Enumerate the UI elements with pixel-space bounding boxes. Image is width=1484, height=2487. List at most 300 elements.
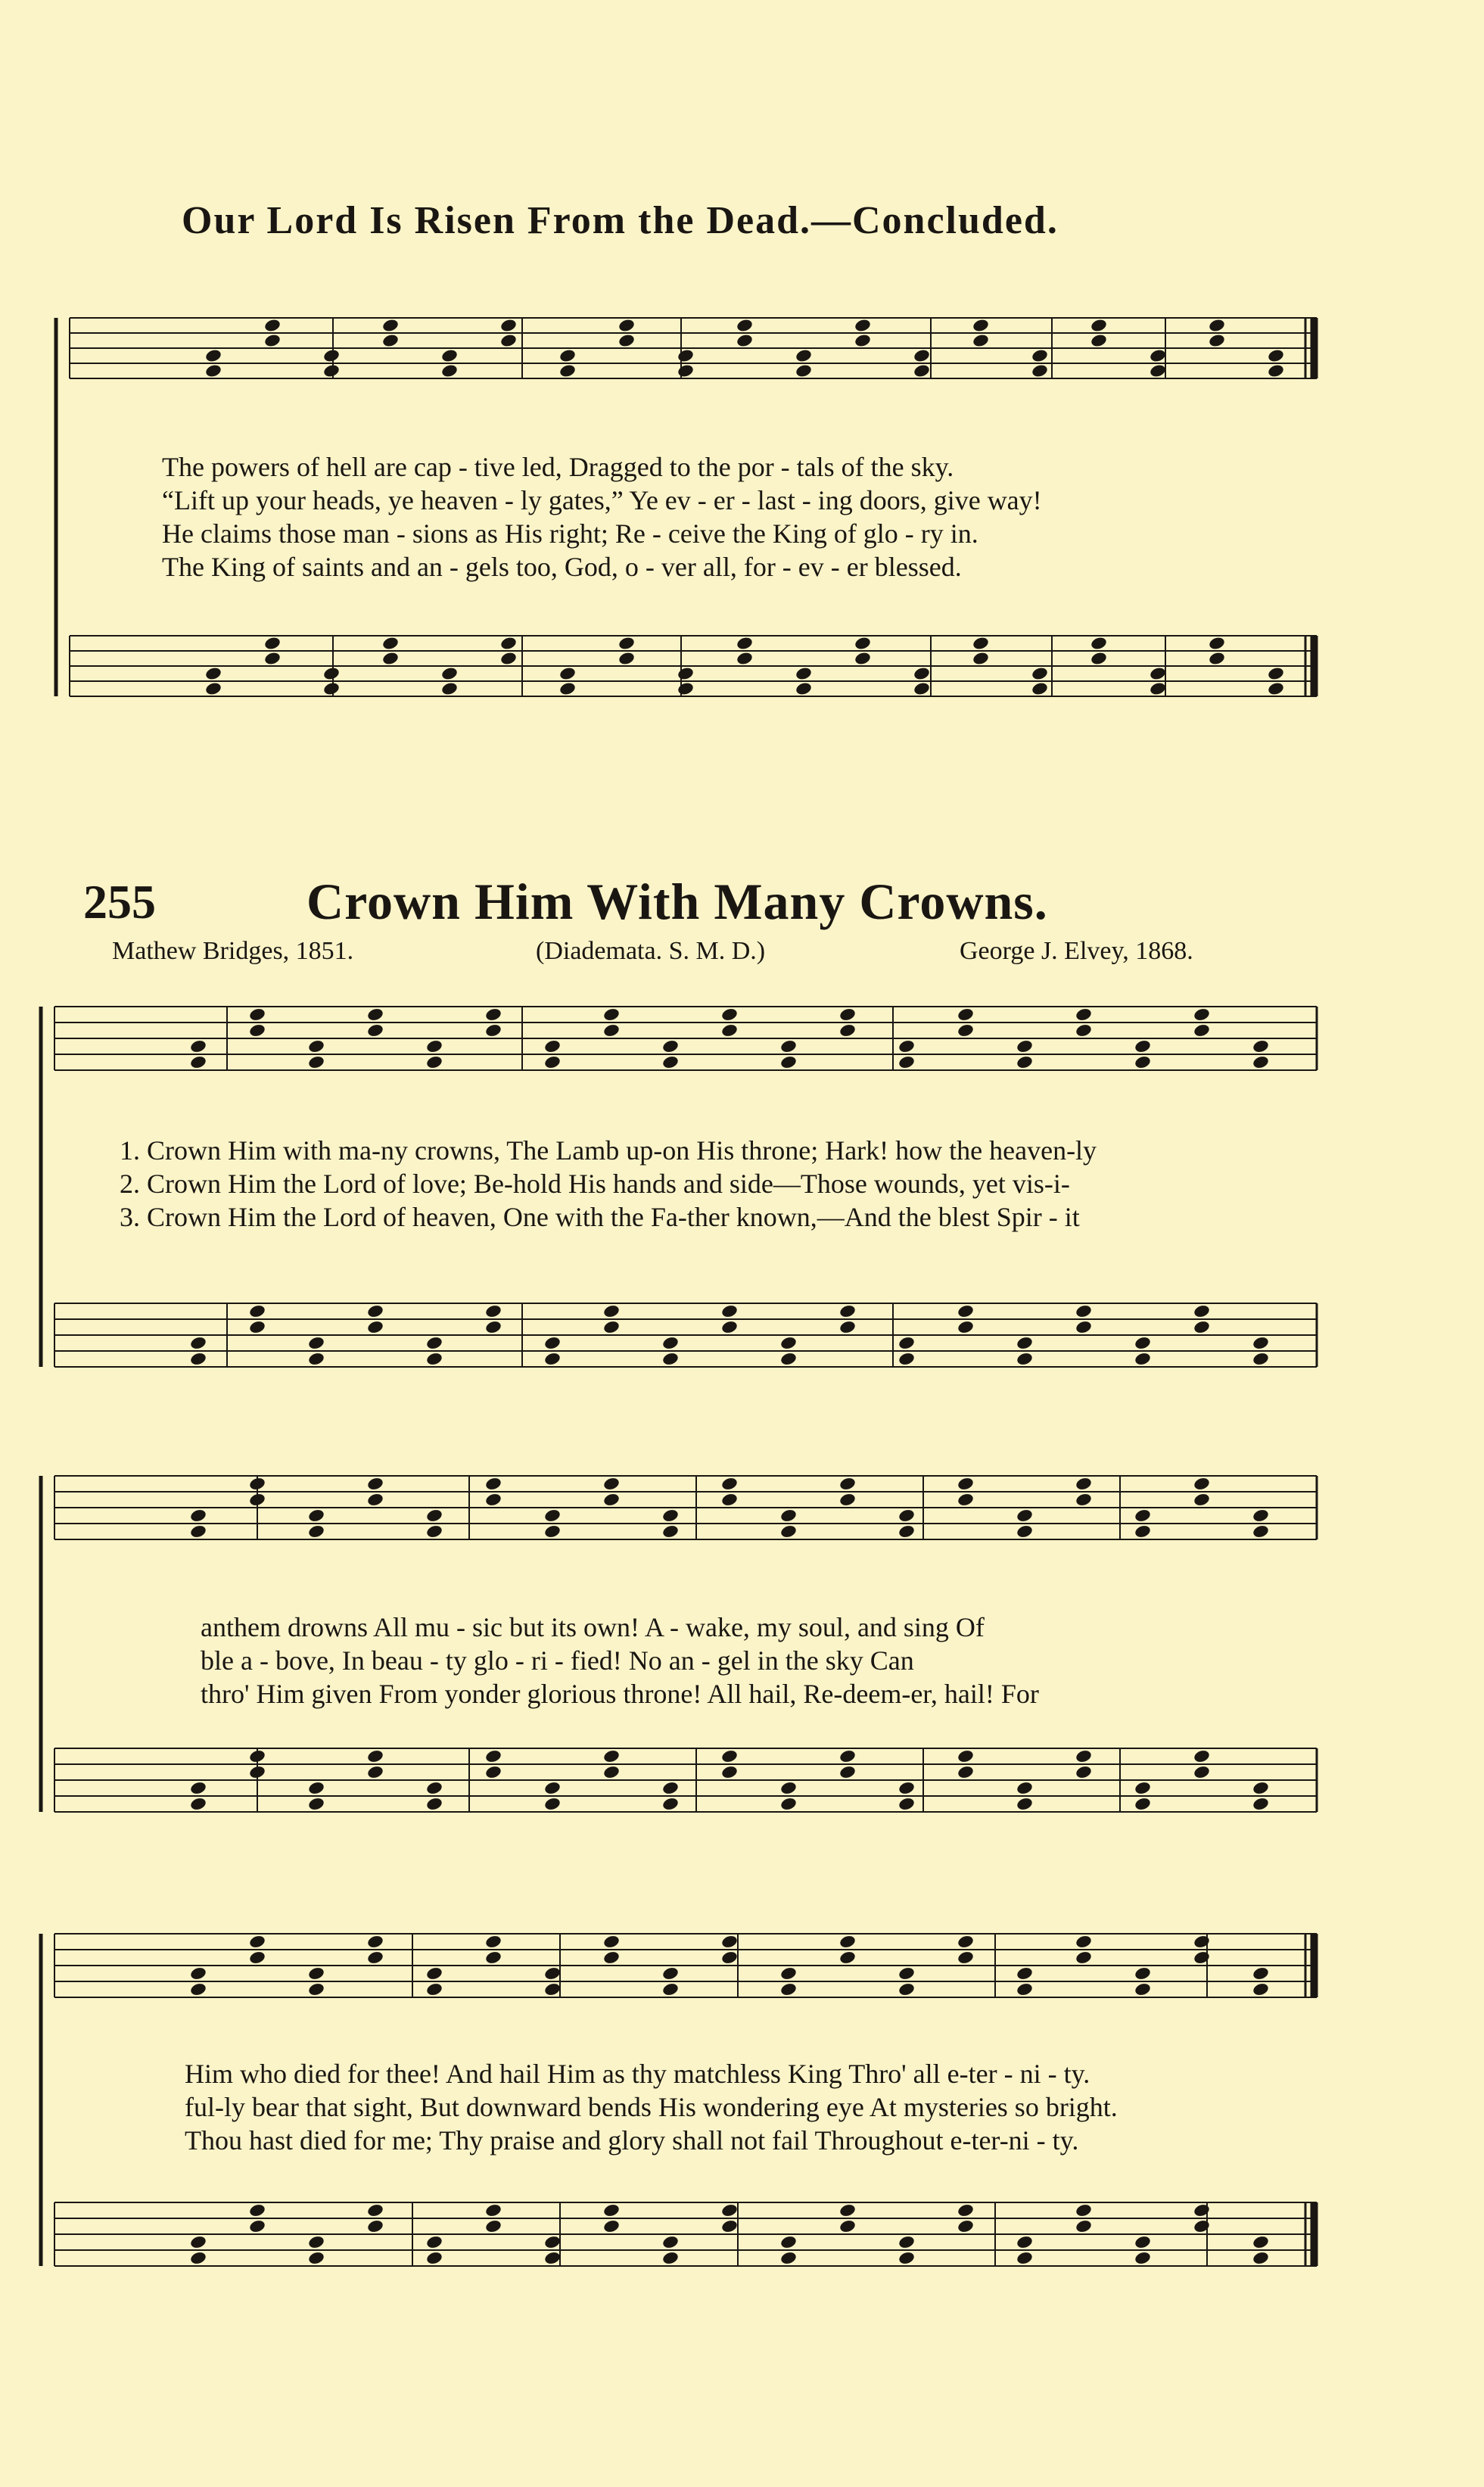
- concluded-lyric-line-3: He claims those man - sions as His right; Re - ceive the King of glo - ry in.: [162, 518, 978, 549]
- system-3-note-head: [720, 1950, 739, 1966]
- system-3-note-head: [661, 2235, 680, 2250]
- system-3-note-head: [1252, 1966, 1270, 1981]
- system-3-note-head: [1193, 1950, 1211, 1966]
- system-2-note-head: [189, 1524, 207, 1539]
- system-3-note-head: [1193, 2203, 1211, 2218]
- system-2-note-head: [898, 1508, 916, 1524]
- system-1-note-head: [1252, 1055, 1270, 1070]
- system-3-lyric-line-2: ful-ly bear that sight, But downward bends His wondering eye At mysteries so bright.: [185, 2092, 1118, 2122]
- system-3-note-head: [1075, 2219, 1093, 2234]
- system-2-note-head: [1193, 1493, 1211, 1508]
- system-1-note-head: [838, 1023, 857, 1038]
- system-0-note-head: [440, 681, 459, 696]
- system-1-note-head: [898, 1336, 916, 1351]
- system-0-note-head: [381, 318, 400, 333]
- system-1-note-head: [779, 1055, 798, 1070]
- system-1-note-head: [248, 1023, 266, 1038]
- system-3-note-head: [484, 1935, 502, 1950]
- system-1-note-head: [543, 1352, 562, 1367]
- system-3-note-head: [957, 2203, 975, 2218]
- system-3-note-head: [484, 1950, 502, 1966]
- system-1-note-head: [543, 1336, 562, 1351]
- system-2-note-head: [1016, 1781, 1034, 1796]
- system-3-note-head: [838, 2203, 857, 2218]
- system-1-note-head: [661, 1336, 680, 1351]
- system-0-note-head: [440, 666, 459, 681]
- system-3-note-head: [661, 1982, 680, 1997]
- system-2-note-head: [602, 1477, 621, 1492]
- system-1-note-head: [779, 1336, 798, 1351]
- system-0-note-head: [558, 681, 577, 696]
- system-0-note-head: [1031, 363, 1049, 378]
- system-1-note-head: [779, 1352, 798, 1367]
- system-3-lyric-line-3: Thou hast died for me; Thy praise and glory shall not fail Throughout e-ter-ni - ty.: [185, 2125, 1079, 2156]
- system-2-note-head: [248, 1749, 266, 1764]
- system-3-note-head: [366, 2203, 384, 2218]
- system-1-note-head: [779, 1039, 798, 1054]
- system-3-note-head: [957, 1950, 975, 1966]
- system-0-note-head: [854, 651, 872, 666]
- system-2-note-head: [307, 1781, 325, 1796]
- system-2-note-head: [1016, 1508, 1034, 1524]
- system-2-lyric-line-2: ble a - bove, In beau - ty glo - ri - fied! No an - gel in the sky Can: [201, 1645, 914, 1676]
- concluded-lyric-line-1: The powers of hell are cap - tive led, Dragged to the por - tals of the sky.: [162, 452, 954, 482]
- system-2-note-head: [957, 1493, 975, 1508]
- system-1-note-head: [484, 1007, 502, 1023]
- concluded-lyric-line-4: The King of saints and an - gels too, God, o - ver all, for - ev - er blessed.: [162, 552, 962, 582]
- system-1-note-head: [248, 1304, 266, 1319]
- system-1-note-head: [189, 1039, 207, 1054]
- system-0-note-head: [1090, 318, 1108, 333]
- system-3-note-head: [1134, 1966, 1152, 1981]
- system-0-note-head: [795, 666, 813, 681]
- system-3-note-head: [779, 2251, 798, 2266]
- system-2-note-head: [1075, 1749, 1093, 1764]
- system-0-note-head: [677, 666, 695, 681]
- system-3-note-head: [602, 2219, 621, 2234]
- system-0-note-head: [736, 651, 754, 666]
- system-0-note-head: [499, 333, 518, 348]
- system-0-note-head: [558, 666, 577, 681]
- system-2-note-head: [1075, 1477, 1093, 1492]
- system-2-note-head: [484, 1477, 502, 1492]
- system-3-note-head: [838, 1950, 857, 1966]
- system-1-note-head: [957, 1007, 975, 1023]
- system-1-note-head: [1075, 1320, 1093, 1335]
- system-1-note-head: [1016, 1039, 1034, 1054]
- concluded-title: Our Lord Is Risen From the Dead.—Concluded.: [182, 199, 1059, 242]
- system-3-note-head: [425, 1982, 443, 1997]
- system-0-note-head: [204, 681, 222, 696]
- hymn-composer: George J. Elvey, 1868.: [960, 937, 1193, 965]
- system-3-note-head: [898, 2235, 916, 2250]
- system-2-note-head: [838, 1493, 857, 1508]
- system-0-note-head: [1149, 363, 1167, 378]
- system-0-note-head: [618, 333, 636, 348]
- system-3-note-head: [366, 2219, 384, 2234]
- system-0-note-head: [795, 348, 813, 363]
- system-2-note-head: [484, 1749, 502, 1764]
- system-1-note-head: [1252, 1352, 1270, 1367]
- system-1-note-head: [602, 1304, 621, 1319]
- system-0-note-head: [854, 333, 872, 348]
- system-3-note-head: [661, 1966, 680, 1981]
- system-2-note-head: [366, 1477, 384, 1492]
- system-3-note-head: [189, 1966, 207, 1981]
- system-1-note-head: [1016, 1336, 1034, 1351]
- system-3-note-head: [779, 1982, 798, 1997]
- system-3-note-head: [189, 2235, 207, 2250]
- system-3-note-head: [898, 2251, 916, 2266]
- system-0-note-head: [1149, 681, 1167, 696]
- system-2-note-head: [189, 1781, 207, 1796]
- system-0-note-head: [1149, 348, 1167, 363]
- hymn-title: Crown Him With Many Crowns.: [306, 873, 1048, 930]
- system-3-note-head: [1016, 2235, 1034, 2250]
- system-0-note-head: [1267, 681, 1285, 696]
- system-1-note-head: [307, 1336, 325, 1351]
- system-0-note-head: [558, 363, 577, 378]
- system-3-note-head: [1193, 2219, 1211, 2234]
- system-1-note-head: [248, 1320, 266, 1335]
- system-2-note-head: [838, 1765, 857, 1780]
- system-1-note-head: [1134, 1039, 1152, 1054]
- system-3-note-head: [307, 2235, 325, 2250]
- system-2-note-head: [1016, 1524, 1034, 1539]
- system-3-note-head: [543, 1982, 562, 1997]
- system-0-note-head: [736, 636, 754, 651]
- system-1-note-head: [366, 1007, 384, 1023]
- system-0-note-head: [913, 666, 931, 681]
- system-1-lyric-line-2: 2. Crown Him the Lord of love; Be-hold His hands and side—Those wounds, yet vis-i-: [120, 1169, 1070, 1199]
- system-2-note-head: [248, 1765, 266, 1780]
- system-1-note-head: [1075, 1304, 1093, 1319]
- system-1-note-head: [1134, 1352, 1152, 1367]
- hymn-tune: (Diademata. S. M. D.): [536, 937, 766, 965]
- system-2-note-head: [1075, 1765, 1093, 1780]
- system-1-note-head: [484, 1023, 502, 1038]
- system-0-note-head: [204, 363, 222, 378]
- system-1-note-head: [1193, 1320, 1211, 1335]
- system-2-note-head: [720, 1477, 739, 1492]
- system-0-note-head: [618, 651, 636, 666]
- system-3-note-head: [720, 2219, 739, 2234]
- system-2-note-head: [248, 1477, 266, 1492]
- system-2-note-head: [898, 1797, 916, 1812]
- system-0-note-head: [913, 363, 931, 378]
- system-0-note-head: [1267, 363, 1285, 378]
- system-1-note-head: [661, 1039, 680, 1054]
- system-1-note-head: [720, 1023, 739, 1038]
- system-0-note-head: [1031, 681, 1049, 696]
- system-3-note-head: [425, 2251, 443, 2266]
- system-0-note-head: [322, 348, 341, 363]
- system-2-note-head: [898, 1781, 916, 1796]
- system-2-note-head: [425, 1781, 443, 1796]
- system-0-note-head: [795, 681, 813, 696]
- system-0-note-head: [1031, 666, 1049, 681]
- system-3-note-head: [1134, 2235, 1152, 2250]
- system-1-note-head: [898, 1352, 916, 1367]
- system-1-note-head: [602, 1007, 621, 1023]
- system-0-note-head: [1208, 636, 1226, 651]
- system-2-lyrics: [201, 1611, 1039, 1710]
- system-0-note-head: [677, 681, 695, 696]
- system-3-note-head: [838, 1935, 857, 1950]
- system-2-note-head: [248, 1493, 266, 1508]
- system-0-note-head: [1267, 348, 1285, 363]
- system-1-note-head: [1193, 1023, 1211, 1038]
- system-3-note-head: [1075, 1935, 1093, 1950]
- system-2-note-head: [543, 1781, 562, 1796]
- system-1-note-head: [366, 1320, 384, 1335]
- system-2-note-head: [484, 1493, 502, 1508]
- system-3-note-head: [366, 1950, 384, 1966]
- system-1-note-head: [1193, 1304, 1211, 1319]
- system-2-note-head: [602, 1749, 621, 1764]
- system-3-note-head: [1016, 1966, 1034, 1981]
- system-3-note-head: [1016, 2251, 1034, 2266]
- system-1-note-head: [1075, 1023, 1093, 1038]
- system-0-note-head: [677, 348, 695, 363]
- system-3-note-head: [248, 2203, 266, 2218]
- system-0-note-head: [1090, 333, 1108, 348]
- system-2-note-head: [1193, 1477, 1211, 1492]
- system-2-note-head: [189, 1797, 207, 1812]
- system-1-note-head: [484, 1320, 502, 1335]
- system-0-note-head: [1031, 348, 1049, 363]
- system-2-note-head: [779, 1781, 798, 1796]
- system-1-note-head: [307, 1055, 325, 1070]
- system-2-note-head: [720, 1493, 739, 1508]
- system-1-note-head: [661, 1055, 680, 1070]
- system-1-lyric-line-1: 1. Crown Him with ma-ny crowns, The Lamb up-on His throne; Hark! how the heaven-ly: [120, 1135, 1097, 1166]
- system-2-note-head: [602, 1765, 621, 1780]
- system-1-note-head: [484, 1304, 502, 1319]
- system-2-note-head: [1193, 1765, 1211, 1780]
- system-1-note-head: [957, 1304, 975, 1319]
- system-0-note-head: [913, 681, 931, 696]
- system-0-note-head: [972, 636, 990, 651]
- system-3-note-head: [366, 1935, 384, 1950]
- system-3-note-head: [1252, 1982, 1270, 1997]
- system-2-note-head: [1252, 1508, 1270, 1524]
- system-3-note-head: [720, 2203, 739, 2218]
- system-1-note-head: [898, 1039, 916, 1054]
- system-0-note-head: [854, 636, 872, 651]
- system-2-lyric-line-3: thro' Him given From yonder glorious throne! All hail, Re-deem-er, hail! For: [201, 1679, 1039, 1709]
- system-0-note-head: [558, 348, 577, 363]
- system-2-note-head: [307, 1524, 325, 1539]
- system-0-note-head: [263, 636, 282, 651]
- system-2-note-head: [1134, 1797, 1152, 1812]
- system-3-note-head: [484, 2203, 502, 2218]
- system-2-note-head: [1252, 1524, 1270, 1539]
- system-2-note-head: [1134, 1524, 1152, 1539]
- system-0-note-head: [1208, 651, 1226, 666]
- system-0-note-head: [381, 651, 400, 666]
- system-3-lyrics: [185, 2057, 1118, 2157]
- system-2-note-head: [779, 1524, 798, 1539]
- concluded-lyric-line-2: “Lift up your heads, ye heaven - ly gates,” Ye ev - er - last - ing doors, give way!: [162, 485, 1042, 515]
- system-2-note-head: [779, 1797, 798, 1812]
- system-0-note-head: [972, 318, 990, 333]
- system-1-note-head: [720, 1007, 739, 1023]
- system-1-note-head: [720, 1304, 739, 1319]
- system-0-note-head: [1208, 333, 1226, 348]
- system-3-note-head: [189, 2251, 207, 2266]
- system-2-note-head: [366, 1493, 384, 1508]
- system-0-note-head: [1149, 666, 1167, 681]
- system-3-note-head: [543, 2235, 562, 2250]
- system-2-note-head: [425, 1508, 443, 1524]
- system-1-note-head: [425, 1055, 443, 1070]
- system-1-note-head: [366, 1304, 384, 1319]
- system-1-note-head: [838, 1007, 857, 1023]
- system-1-lyric-line-3: 3. Crown Him the Lord of heaven, One with the Fa-ther known,—And the blest Spir - it: [120, 1202, 1080, 1232]
- system-1-note-head: [307, 1039, 325, 1054]
- system-2-note-head: [661, 1524, 680, 1539]
- system-2-note-head: [720, 1765, 739, 1780]
- system-1-note-head: [1016, 1352, 1034, 1367]
- system-0-note-head: [618, 636, 636, 651]
- system-2-note-head: [661, 1508, 680, 1524]
- system-2-note-head: [1252, 1797, 1270, 1812]
- system-0-note-head: [913, 348, 931, 363]
- system-0-note-head: [263, 318, 282, 333]
- system-2-note-head: [1075, 1493, 1093, 1508]
- system-2-note-head: [307, 1797, 325, 1812]
- system-3-note-head: [957, 2219, 975, 2234]
- system-1-note-head: [602, 1023, 621, 1038]
- system-0-note-head: [499, 318, 518, 333]
- system-3-note-head: [602, 1935, 621, 1950]
- system-0-note-head: [440, 363, 459, 378]
- system-3-note-head: [1134, 2251, 1152, 2266]
- system-1-note-head: [720, 1320, 739, 1335]
- system-0-note-head: [677, 363, 695, 378]
- system-3-note-head: [307, 2251, 325, 2266]
- system-3-note-head: [425, 2235, 443, 2250]
- system-3-note-head: [602, 1950, 621, 1966]
- system-1-note-head: [189, 1352, 207, 1367]
- system-2-note-head: [543, 1508, 562, 1524]
- system-2-note-head: [1193, 1749, 1211, 1764]
- system-0-note-head: [499, 636, 518, 651]
- system-1-lyrics: [120, 1134, 1097, 1234]
- concluded-lyrics: [162, 450, 1042, 584]
- system-0-note-head: [263, 333, 282, 348]
- system-2-note-head: [957, 1765, 975, 1780]
- system-0-note-head: [795, 363, 813, 378]
- system-3-note-head: [661, 2251, 680, 2266]
- system-3-note-head: [1134, 1982, 1152, 1997]
- system-2-note-head: [425, 1524, 443, 1539]
- system-2-note-head: [307, 1508, 325, 1524]
- system-2-note-head: [602, 1493, 621, 1508]
- system-2-note-head: [661, 1797, 680, 1812]
- system-1-note-head: [425, 1352, 443, 1367]
- system-2-note-head: [957, 1749, 975, 1764]
- system-2-note-head: [543, 1524, 562, 1539]
- system-3-note-head: [1252, 2251, 1270, 2266]
- system-3-note-head: [248, 1950, 266, 1966]
- system-3-note-head: [425, 1966, 443, 1981]
- system-0-note-head: [499, 651, 518, 666]
- system-0-note-head: [263, 651, 282, 666]
- system-0-note-head: [736, 333, 754, 348]
- system-2-note-head: [720, 1749, 739, 1764]
- system-2-note-head: [425, 1797, 443, 1812]
- system-1-note-head: [543, 1039, 562, 1054]
- system-3-note-head: [1075, 1950, 1093, 1966]
- system-3-note-head: [248, 2219, 266, 2234]
- system-1-note-head: [838, 1304, 857, 1319]
- system-0-note-head: [322, 666, 341, 681]
- system-2-note-head: [898, 1524, 916, 1539]
- system-1-note-head: [957, 1023, 975, 1038]
- system-1-note-head: [425, 1039, 443, 1054]
- system-0-note-head: [972, 333, 990, 348]
- system-2-note-head: [779, 1508, 798, 1524]
- system-3-note-head: [189, 1982, 207, 1997]
- system-0-note-head: [972, 651, 990, 666]
- system-0-note-head: [1267, 666, 1285, 681]
- system-1-note-head: [189, 1336, 207, 1351]
- system-0-note-head: [1090, 651, 1108, 666]
- system-2-note-head: [1134, 1508, 1152, 1524]
- system-1-note-head: [248, 1007, 266, 1023]
- system-2-note-head: [366, 1765, 384, 1780]
- system-0-note-head: [618, 318, 636, 333]
- system-0-note-head: [854, 318, 872, 333]
- system-2-note-head: [366, 1749, 384, 1764]
- system-0-note-head: [322, 681, 341, 696]
- system-1-note-head: [425, 1336, 443, 1351]
- system-2-lyric-line-1: anthem drowns All mu - sic but its own! A - wake, my soul, and sing Of: [201, 1612, 985, 1642]
- system-3-note-head: [307, 1982, 325, 1997]
- system-2-note-head: [1016, 1797, 1034, 1812]
- system-1-note-head: [1134, 1336, 1152, 1351]
- system-2-note-head: [838, 1749, 857, 1764]
- system-1-note-head: [838, 1320, 857, 1335]
- system-1-note-head: [661, 1352, 680, 1367]
- system-2-note-head: [957, 1477, 975, 1492]
- system-2-note-head: [189, 1508, 207, 1524]
- system-3-note-head: [484, 2219, 502, 2234]
- system-1-note-head: [543, 1055, 562, 1070]
- system-3-note-head: [957, 1935, 975, 1950]
- system-3-note-head: [838, 2219, 857, 2234]
- system-1-note-head: [1193, 1007, 1211, 1023]
- system-1-note-head: [898, 1055, 916, 1070]
- system-3-note-head: [602, 2203, 621, 2218]
- system-0-note-head: [736, 318, 754, 333]
- system-0-note-head: [1208, 318, 1226, 333]
- system-3-note-head: [779, 1966, 798, 1981]
- system-1-note-head: [366, 1023, 384, 1038]
- system-3-note-head: [720, 1935, 739, 1950]
- system-3-note-head: [543, 1966, 562, 1981]
- system-1-note-head: [1075, 1007, 1093, 1023]
- system-1-note-head: [1134, 1055, 1152, 1070]
- system-1-note-head: [602, 1320, 621, 1335]
- system-0-note-head: [322, 363, 341, 378]
- system-0-note-head: [1090, 636, 1108, 651]
- system-1-note-head: [1252, 1039, 1270, 1054]
- system-3-lyric-line-1: Him who died for thee! And hail Him as thy matchless King Thro' all e-ter - ni - ty.: [185, 2059, 1090, 2089]
- system-3-note-head: [307, 1966, 325, 1981]
